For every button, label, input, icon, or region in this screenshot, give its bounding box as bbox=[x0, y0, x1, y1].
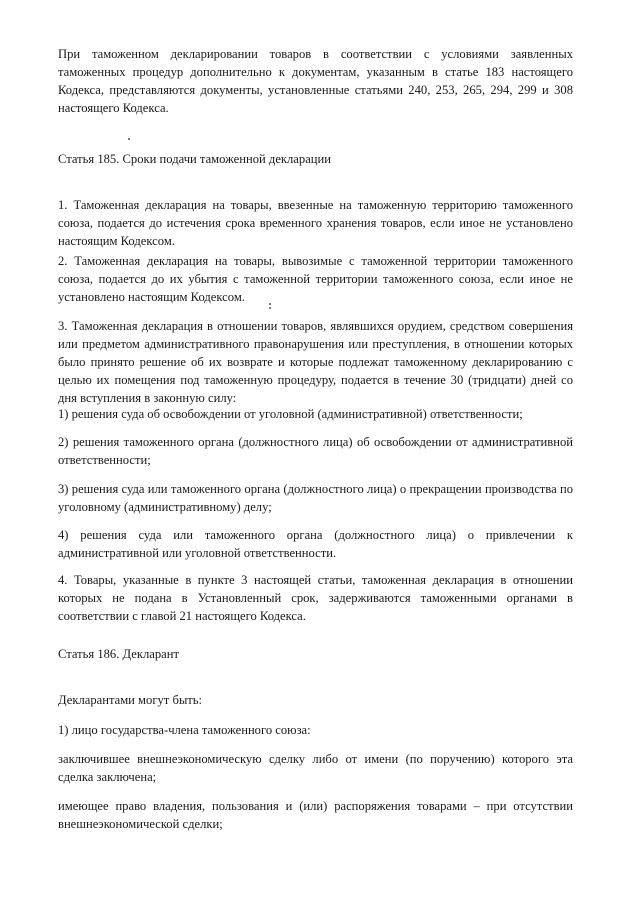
article-185-subitem-4: 4) решения суда или таможенного органа (должностного лица) о привлечении к административной или уголовной ответственности. bbox=[58, 528, 573, 560]
scan-speck bbox=[128, 138, 130, 140]
article-185-title: Статья 185. Сроки подачи таможенной декларации bbox=[58, 152, 332, 166]
article-185-paragraph-1: 1. Таможенная декларация на товары, ввезенные на таможенную территорию таможенного союза, подается до истечения срока временного хранения товаров, если иное не установлено настоящим Кодексом. bbox=[58, 198, 573, 248]
article-185-paragraph-2: 2. Таможенная декларация на товары, вывозимые с таможенной территории таможенного союза, подается до их убытия с таможенной территории таможенного союза, если иное не установлено настоящим Кодексом. bbox=[58, 254, 573, 304]
article-185-subitem-3: 3) решения суда или таможенного органа (должностного лица) о прекращении производства по уголовному (административному) делу; bbox=[58, 482, 573, 514]
article-186-title: Статья 186. Декларант bbox=[58, 647, 179, 661]
article-185-subitem-2: 2) решения таможенного органа (должностного лица) об освобождении от административной ответственности; bbox=[58, 435, 573, 467]
article-186-lead: Декларантами могут быть: bbox=[58, 693, 203, 707]
article-186-item-1-b: имеющее право владения, пользования и (или) распоряжения товарами – при отсутствии внешнеэкономической сделки; bbox=[58, 799, 573, 831]
article-186-item-1-a: заключившее внешнеэкономическую сделку либо от имени (по поручению) которого эта сделка заключена; bbox=[58, 752, 573, 784]
scan-speck bbox=[269, 307, 271, 309]
article-185-paragraph-4: 4. Товары, указанные в пункте 3 настоящей статьи, таможенная декларация в отношении которых не подана в Установленный срок, задерживаются таможенными органами в соответствии с главой 21 настоящего Кодекса. bbox=[58, 573, 573, 623]
intro-paragraph: При таможенном декларировании товаров в соответствии с условиями заявленных таможенных процедур дополнительно к документам, указанным в статье 183 настоящего Кодекса, представляются документы, установленные статьями 240, 253, 265, 294, 299 и 308 настоящего Кодекса. bbox=[58, 47, 573, 115]
article-186-item-1: 1) лицо государства-члена таможенного союза: bbox=[58, 723, 311, 737]
article-185-subitem-1: 1) решения суда об освобождении от уголовной (административной) ответственности; bbox=[58, 407, 523, 421]
scan-speck bbox=[269, 303, 271, 305]
article-185-paragraph-3: 3. Таможенная декларация в отношении товаров, являвшихся орудием, средством совершения или предметом административного правонарушения или преступления, в отношении которых было принято решение об их возврате и которые подлежат таможенному декларированию с целью их помещения под таможенную процедуру, подается в течение 30 (тридцати) дней со дня вступления в законную силу: bbox=[58, 319, 573, 405]
